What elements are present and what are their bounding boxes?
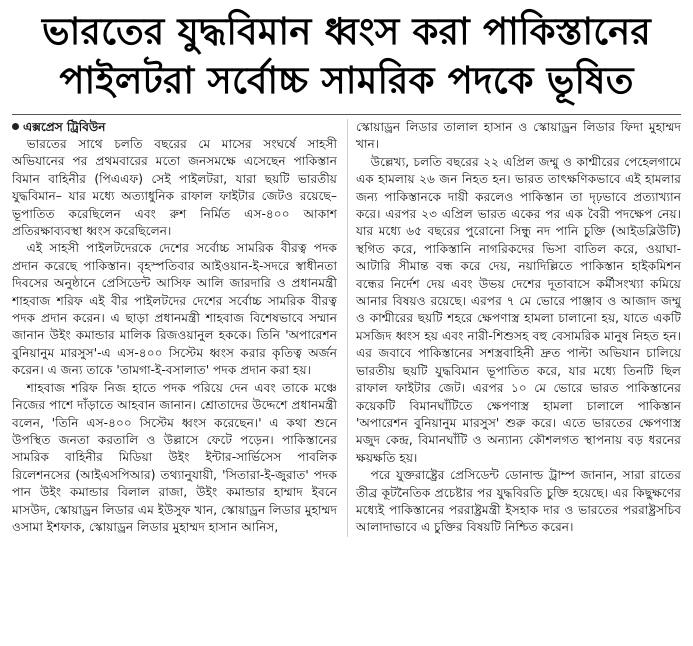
headline — [12, 8, 681, 104]
paragraph: শাহবাজ শরিফ নিজ হাতে পদক পরিয়ে দেন এবং তাকে মঞ্চে নিজের পাশে দাঁড়াতে আহবান জানান। শ্রোতাদের উদ্দেশে প্রধানমন্ত্রী বলেন, 'তিনি এস-৪০০ সিস্টেম ধ্বংস করেছেন।' এ কথা শুনে উপস্থিত জনতা করতালি ও উল্লাসে ফেটে পড়েন। পাকিস্তানের সামরিক বাহিনীর মিডিয়া উইং ইন্টার-সার্ভিসেস পাবলিক রিলেশনসের (আইএসপিআর) তথ্যানুযায়ী, 'সিতারা-ই-জুরাত' পদক পান উইং কমান্ডার বিলাল রাজা, উইং কমান্ডার হাম্মাদ ইবনে মাসউদ, স্কোয়াড্রন লিডার এম ইউসুফ খান, স্কোয়াড্রন লিডার মুহাম্মদ ওসামা ইশফাক, স্কোয়াড্রন লিডার মুহাম্মদ হাসান আনিস, — [12, 380, 337, 534]
article-body — [12, 119, 681, 537]
headline-line-1: ভারতের যুদ্ধবিমান ধ্বংস করা পাকিস্তানের — [42, 10, 651, 53]
paragraph-continued: স্কোয়াড্রন লিডার তালাল হাসান ও স্কোয়াড্রন লিডার ফিদা মুহাম্মদ খান। — [356, 120, 681, 152]
byline — [12, 119, 337, 136]
right-column — [347, 119, 681, 537]
left-column — [12, 119, 337, 537]
paragraph: উল্লেখ্য, চলতি বছরের ২২ এপ্রিল জম্মু ও কাশ্মীরের পেহেলগামে এক হামলায় ২৬ জন নিহত হন। ভারত তাৎক্ষণিকভাবে এই হামলার জন্য পাকিস্তানকে দায়ী করলেও পাকিস্তান তা দৃঢ়ভাবে প্রত্যাখ্যান করে। এরপর ২৩ এপ্রিল ভারত একের পর এক বৈরী পদক্ষেপ নেয়। যার মধ্যে ৬৫ বছরের পুরোনো সিন্ধু নদ পানি চুক্তি (আইডব্লিউটি) স্থগিত করে, পাকিস্তানি নাগরিকদের ভিসা বাতিল করে, ওয়াঘা-আটারি সীমান্ত বন্ধ করে দেয়, নয়াদিল্লিতে পাকিস্তান হাইকমিশন বন্ধের নির্দেশ দেয় এবং উভয় দেশের দূতাবাসে কর্মীসংখ্যা কমিয়ে আনার বিষয়ও রয়েছে। এরপর ৭ মে ভোরে পাঞ্জাব ও আজাদ জম্মু ও কাশ্মীরের ছয়টি শহরে ক্ষেপণাস্ত্র হামলা চালানো হয়, যাতে একটি মসজিদ ধ্বংস হয় এবং নারী-শিশুসহ বহু বেসামরিক মানুষ নিহত হন। এর জবাবে পাকিস্তানের সশস্ত্রবাহিনী দ্রুত পাল্টা অভিযান চালিয়ে ভারতীয় ছয়টি যুদ্ধবিমান ভূপাতিত করে, যার মধ্যে তিনটি ছিল রাফাল ফাইটার জেট। এরপর ১০ মে ভোরে ভারত পাকিস্তানের কয়েকটি বিমানঘাঁটিতে ক্ষেপণাস্ত্র হামলা চালালে পাকিস্তান 'অপারেশন বুনিয়ানুম মারসুস' শুরু করে। এতে ভারতের ক্ষেপণাস্ত্র মজুদ কেন্দ্র, বিমানঘাঁটি ও অন্যান্য কৌশলগত স্থাপনায় বড় ধরনের ক্ষয়ক্ষতি হয়। — [356, 154, 681, 465]
headline-divider — [12, 114, 681, 115]
bullet-icon — [12, 123, 19, 130]
paragraph: ভারতের সাথে চলতি বছরের মে মাসের সংঘর্ষে সাহসী অভিযানের পর প্রথমবারের মতো জনসমক্ষে এসেছেন পাকিস্তান বিমান বাহিনীর (পিএএফ) সেই পাইলটরা, যারা ছয়টি ভারতীয় যুদ্ধবিমান– যার মধ্যে অত্যাধুনিক রাফাল ফাইটার জেটও রয়েছে– ভূপাতিত করেছিলেন এবং রুশ নির্মিত এস-৪০০ আকাশ প্রতিরক্ষাব্যবস্থা ধ্বংস করেছিলেন। — [12, 137, 337, 239]
byline-text: এক্সপ্রেস ট্রিবিউন — [23, 120, 106, 134]
paragraph: এই সাহসী পাইলটদেরকে দেশের সর্বোচ্চ সামরিক বীরত্ব পদক প্রদান করেছে পাকিস্তান। বৃহস্পতিবার আইওয়ান-ই-সদরে স্বাধীনতা দিবসের অনুষ্ঠানে প্রেসিডেন্ট আসিফ আলি জারদারি ও প্রধানমন্ত্রী শাহবাজ শরিফ এই বীর পাইলটদের দেশের সর্বোচ্চ সামরিক বীরত্ব পদক প্রদান করেন। এ ছাড়া প্রধানমন্ত্রী শাহবাজ বিশেষভাবে সম্মান জানান উইং কমান্ডার মালিক রিজওয়ানুল হককে। তিনি 'অপারেশন বুনিয়ানুম মারসুস'-এ এস-৪০০ সিস্টেম ধ্বংস করার কৃতিত্ব অর্জন করেন। এ জন্য তাকে 'তামগা-ই-বসালাত' পদক প্রদান করা হয়। — [12, 241, 337, 378]
paragraph: পরে যুক্তরাষ্ট্রের প্রেসিডেন্ট ডোনাল্ড ট্রাম্প জানান, সারা রাতের তীব্র কূটনৈতিক প্রচেষ্টার পর যুদ্ধবিরতি চুক্তি হয়েছে। এর কিছুক্ষণের মধ্যেই পাকিস্তানের পররাষ্ট্রমন্ত্রী ইসহাক দার ও ভারতের পররাষ্ট্রসচিব আলাদাভাবে এ চুক্তির বিষয়টি নিশ্চিত করেন। — [356, 468, 681, 535]
headline-line-2: পাইলটরা সর্বোচ্চ সামরিক পদকে ভূষিত — [59, 59, 634, 102]
